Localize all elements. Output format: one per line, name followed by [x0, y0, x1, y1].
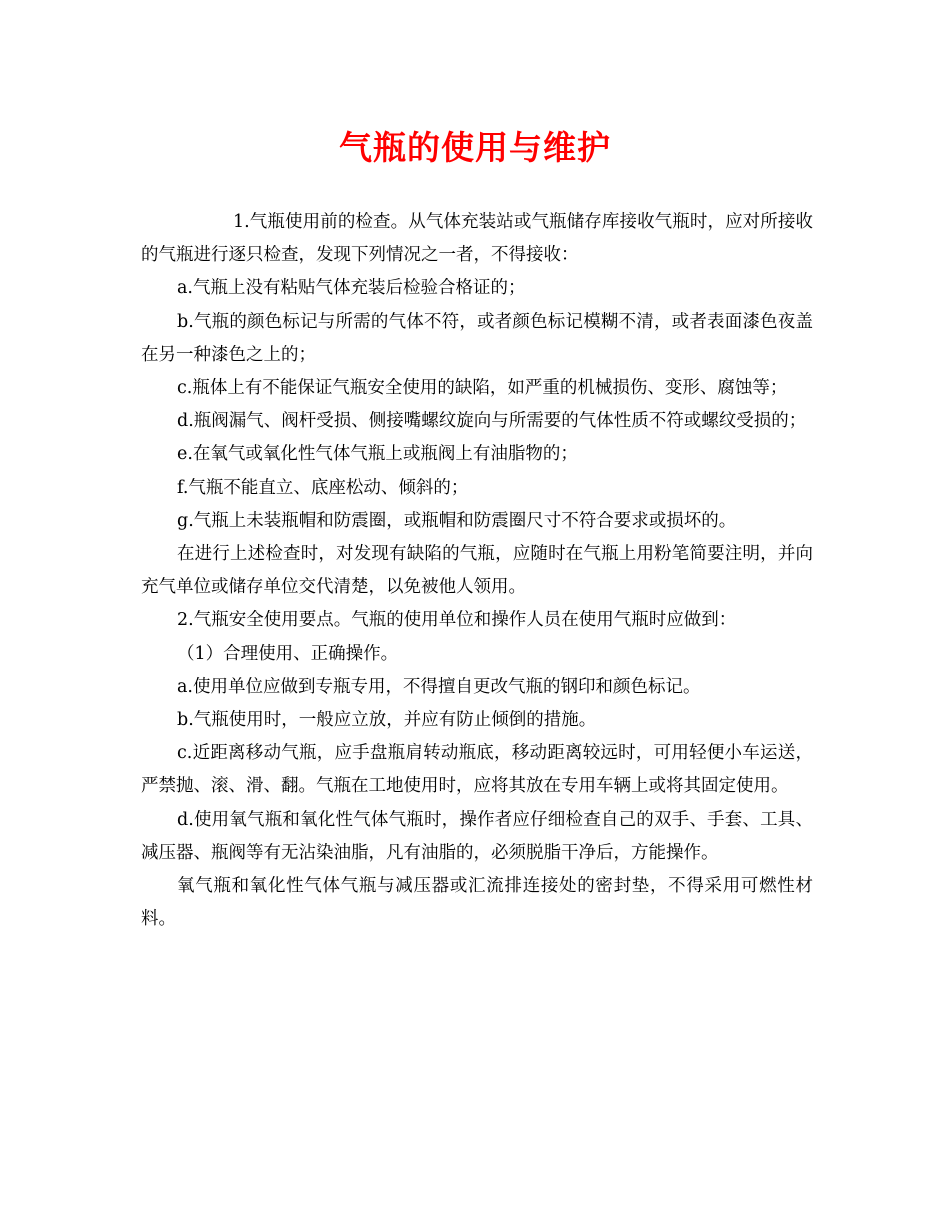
- paragraph-item-d: d.瓶阀漏气、阀杆受损、侧接嘴螺纹旋向与所需要的气体性质不符或螺纹受损的；: [177, 411, 807, 432]
- document-title: 气瓶的使用与维护: [339, 128, 611, 167]
- paragraph-usage-d: d.使用氧气瓶和氧化性气体气瓶时，操作者应仔细检查自己的双手、手套、工具、减压器、瓶阀等有无沾染油脂，凡有油脂的，必须脱脂干净后，方能操作。: [141, 809, 813, 863]
- paragraph-section-2: 2.气瓶安全使用要点。气瓶的使用单位和操作人员在使用气瓶时应做到：: [177, 610, 737, 631]
- paragraph-item-b: b.气瓶的颜色标记与所需的气体不符，或者颜色标记模糊不清，或者表面漆色夜盖在另一种漆色之上的；: [141, 311, 813, 365]
- paragraph-item-e: e.在氧气或氧化性气体气瓶上或瓶阀上有油脂物的；: [177, 444, 578, 465]
- paragraph-item-a: a.气瓶上没有粘贴气体充装后检验合格证的；: [177, 278, 526, 299]
- paragraph-inspection-note: 在进行上述检查时，对发现有缺陷的气瓶，应随时在气瓶上用粉笔简要注明，并向充气单位或储存单位交代清楚，以免被他人领用。: [141, 544, 813, 598]
- document-body: [141, 206, 813, 936]
- paragraph-item-g: g.气瓶上未装瓶帽和防震圈，或瓶帽和防震圈尺寸不符合要求或损坏的。: [177, 510, 737, 531]
- paragraph-item-f: f.气瓶不能直立、底座松动、倾斜的；: [177, 477, 469, 498]
- paragraph-usage-a: a.使用单位应做到专瓶专用，不得擅自更改气瓶的钢印和颜色标记。: [177, 676, 701, 697]
- paragraph-intro: 1.气瓶使用前的检查。从气体充装站或气瓶储存库接收气瓶时，应对所接收的气瓶进行逐只检查，发现下列情况之一者，不得接收：: [141, 212, 813, 266]
- paragraph-item-c: c.瓶体上有不能保证气瓶安全使用的缺陷，如严重的机械损伤、变形、腐蚀等；: [177, 378, 788, 399]
- paragraph-usage-c: c.近距离移动气瓶，应手盘瓶肩转动瓶底，移动距离较远时，可用轻便小车运送，严禁抛、滚、滑、翻。气瓶在工地使用时，应将其放在专用车辆上或将其固定使用。: [141, 743, 813, 797]
- paragraph-usage-b: b.气瓶使用时，一般应立放，并应有防止倾倒的措施。: [177, 710, 597, 731]
- paragraph-seal-note: 氧气瓶和氧化性气体气瓶与减压器或汇流排连接处的密封垫，不得采用可燃性材料。: [141, 876, 813, 930]
- paragraph-subsection-1: （1）合理使用、正确操作。: [177, 643, 399, 664]
